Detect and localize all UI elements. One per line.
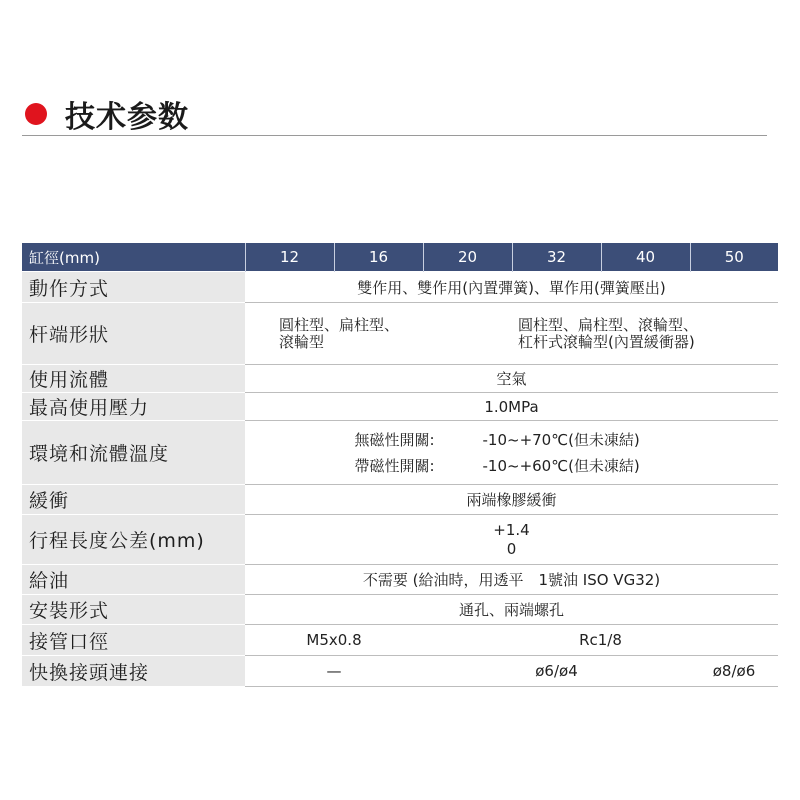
cushion-value: 兩端橡膠緩衝 xyxy=(245,485,778,515)
fitting-label: 快換接頭連接 xyxy=(22,656,245,687)
temp-no-switch-value: -10~+70℃(但未凍結) xyxy=(482,430,640,449)
pressure-value: 1.0MPa xyxy=(245,393,778,421)
rod-end-small-line2: 滾輪型 xyxy=(279,332,325,351)
rod-end-large-line1: 圓柱型、扁柱型、滾輪型、 xyxy=(518,315,699,334)
rod-end-label: 杆端形狀 xyxy=(22,303,245,365)
rod-end-small-line1: 圓柱型、扁柱型、 xyxy=(279,315,400,334)
pressure-label: 最高使用壓力 xyxy=(22,393,245,421)
bore-size-32: 32 xyxy=(512,243,601,272)
bore-header-label: 缸徑(mm) xyxy=(22,243,245,272)
table-row xyxy=(22,515,778,565)
port-large-value: Rc1/8 xyxy=(423,625,778,656)
temperature-value xyxy=(245,421,778,485)
fluid-label: 使用流體 xyxy=(22,365,245,393)
spec-table xyxy=(22,243,778,687)
rod-end-large-bore xyxy=(512,303,778,365)
fitting-large-value: ø8/ø6 xyxy=(690,656,778,687)
port-label: 接管口徑 xyxy=(22,625,245,656)
fluid-value: 空氣 xyxy=(245,365,778,393)
cushion-label: 緩衝 xyxy=(22,485,245,515)
table-row xyxy=(22,565,778,595)
stroke-tolerance-value xyxy=(245,515,778,565)
port-small-value: M5x0.8 xyxy=(245,625,423,656)
action-label: 動作方式 xyxy=(22,272,245,303)
temperature-label: 環境和流體溫度 xyxy=(22,421,245,485)
table-row xyxy=(22,656,778,687)
table-row xyxy=(22,421,778,485)
mounting-label: 安裝形式 xyxy=(22,595,245,625)
table-row xyxy=(22,485,778,515)
section-title: 技术参数 xyxy=(65,100,189,135)
temp-with-switch-value: -10~+60℃(但未凍結) xyxy=(482,456,640,475)
table-row xyxy=(22,625,778,656)
temp-with-switch-label: 帶磁性開關: xyxy=(354,456,435,475)
fitting-small-value: — xyxy=(245,656,423,687)
lubrication-label: 給油 xyxy=(22,565,245,595)
fitting-mid-value: ø6/ø4 xyxy=(423,656,690,687)
table-row xyxy=(22,393,778,421)
bore-size-40: 40 xyxy=(601,243,690,272)
header-row xyxy=(22,243,778,272)
table-row xyxy=(22,303,778,365)
mounting-value: 通孔、兩端螺孔 xyxy=(245,595,778,625)
tolerance-upper: +1.4 xyxy=(493,520,530,539)
red-dot-icon xyxy=(25,103,47,125)
tolerance-lower: 0 xyxy=(506,539,517,558)
rod-end-small-bore xyxy=(245,303,512,365)
bore-size-16: 16 xyxy=(334,243,423,272)
lubrication-value: 不需要 (給油時，用透平 1號油 ISO VG32) xyxy=(245,565,778,595)
bore-size-20: 20 xyxy=(423,243,512,272)
bore-size-50: 50 xyxy=(690,243,778,272)
heading-divider xyxy=(22,135,767,136)
table-row xyxy=(22,272,778,303)
temp-no-switch-label: 無磁性開關: xyxy=(354,430,435,449)
bore-size-12: 12 xyxy=(245,243,334,272)
stroke-tolerance-label: 行程長度公差(mm) xyxy=(22,515,245,565)
rod-end-large-line2: 杠杆式滾輪型(內置緩衝器) xyxy=(518,332,695,351)
table-row xyxy=(22,365,778,393)
action-value: 雙作用、雙作用(內置彈簧)、單作用(彈簧壓出) xyxy=(245,272,778,303)
table-row xyxy=(22,595,778,625)
section-heading xyxy=(22,92,189,136)
